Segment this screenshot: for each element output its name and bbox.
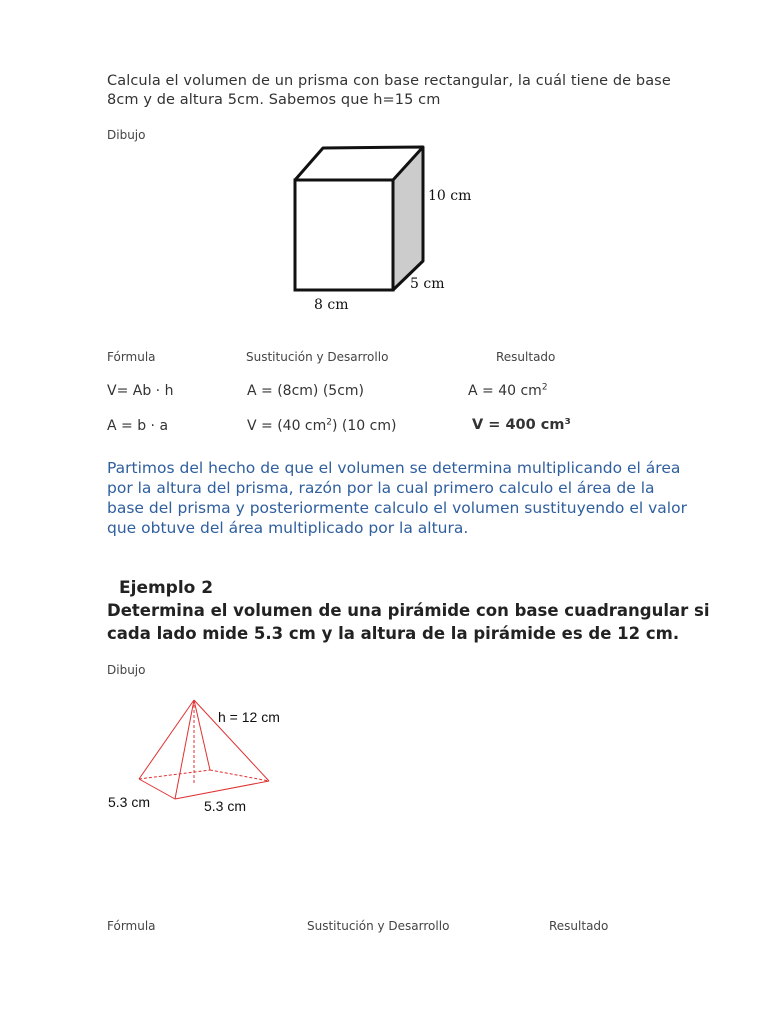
explanation-line2: por la altura del prisma, razón por la cual primero calculo el área de la (107, 479, 655, 497)
ex1-row1-substitution: A = (8cm) (5cm) (247, 383, 364, 399)
example1-drawing-label: Dibujo (107, 128, 146, 142)
prism-figure (280, 140, 480, 320)
ex1-row2-formula: A = b · a (107, 418, 169, 434)
example1-statement-line2: 8cm y de altura 5cm. Sabemos que h=15 cm (107, 92, 441, 108)
ex1-row1-result: A = 40 $cm^2$ (468, 382, 548, 399)
ex2-header-substitution: Sustitución y Desarrollo (307, 919, 450, 933)
ex1-row2-substitution: V = (40 $cm^2$) (10 cm) (247, 417, 397, 434)
example1-statement-line1: Calcula el volumen de un prisma con base rectangular, la cuál tiene de base (107, 73, 671, 89)
pyramid-figure (100, 690, 330, 820)
pyramid-side-left-label: 5.3 cm (108, 794, 151, 810)
explanation-line1: Partimos del hecho de que el volumen se determina multiplicando el área (107, 459, 681, 477)
prism-front-face (295, 180, 393, 290)
ex1-header-substitution: Sustitución y Desarrollo (246, 350, 389, 364)
example2-statement-line1: Determina el volumen de una pirámide con base cuadrangular si (107, 601, 710, 620)
explanation-line4: que obtuve del área multiplicado por la altura. (107, 519, 469, 537)
example2-drawing-label: Dibujo (107, 663, 146, 677)
pyramid-side-bottom-label: 5.3 cm (204, 798, 247, 814)
ex2-header-result: Resultado (549, 919, 609, 933)
ex1-row2-result: V = 400 cm³ (472, 417, 571, 433)
prism-depth-label: 5 cm (410, 276, 445, 292)
ex1-header-result: Resultado (496, 350, 556, 364)
explanation-line3: base del prisma y posteriormente calculo el volumen sustituyendo el valor (107, 499, 687, 517)
prism-width-label: 8 cm (314, 297, 349, 313)
prism-height-label: 10 cm (428, 188, 472, 204)
pyramid-height-label: h = 12 cm (218, 709, 280, 725)
example2-statement-line2: cada lado mide 5.3 cm y la altura de la pirámide es de 12 cm. (107, 624, 680, 643)
example2-title: Ejemplo 2 (119, 578, 214, 598)
ex1-row1-formula: V= Ab · h (107, 383, 174, 399)
ex1-header-formula: Fórmula (107, 350, 156, 364)
ex2-header-formula: Fórmula (107, 919, 156, 933)
